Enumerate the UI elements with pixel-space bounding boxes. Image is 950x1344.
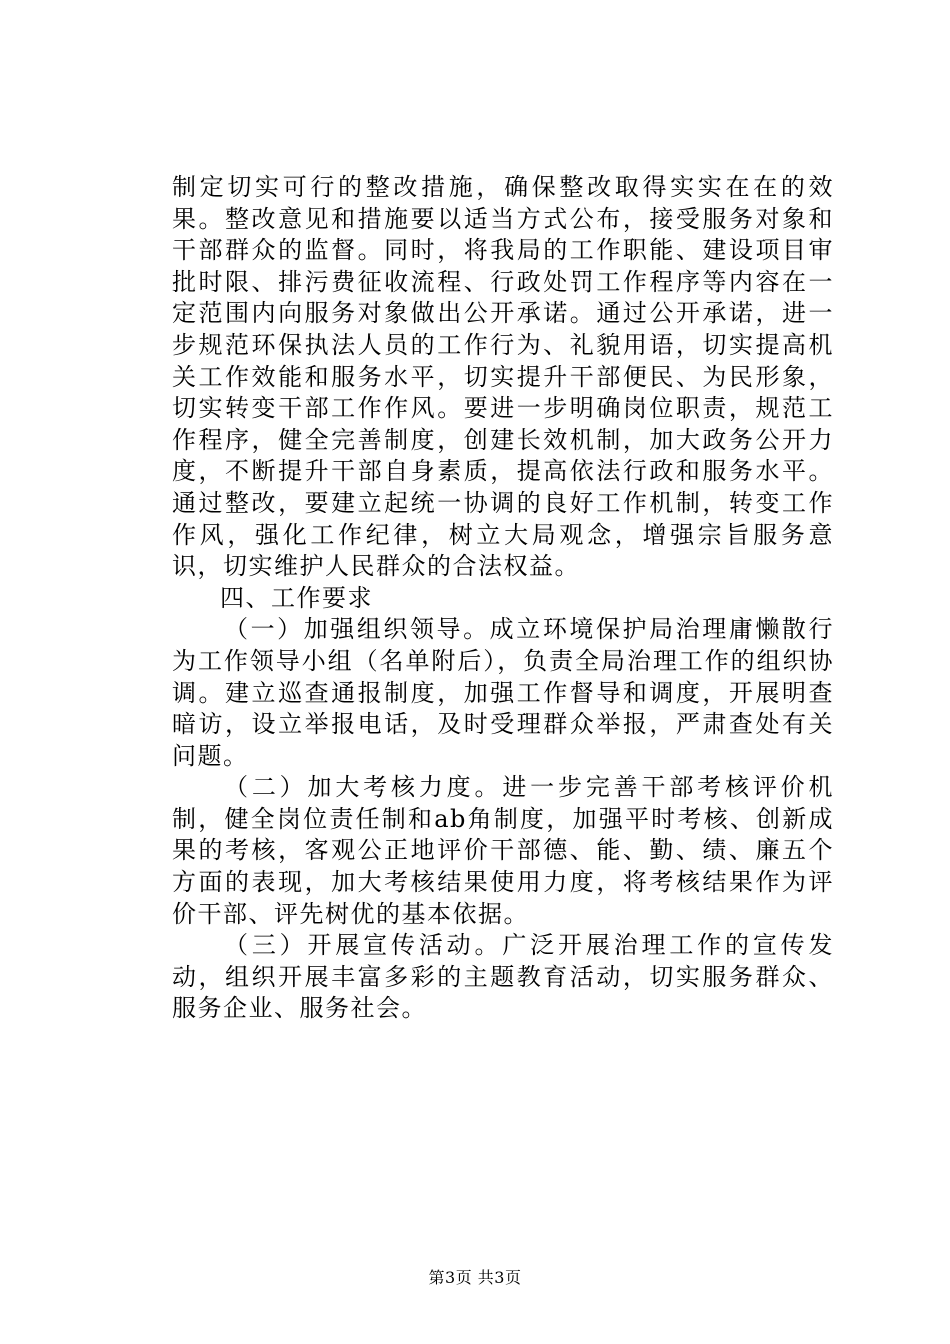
document-body: [172, 172, 834, 1025]
page-footer: 第3页 共3页: [428, 1268, 522, 1287]
section-heading: 四、工作要求: [220, 583, 373, 612]
paragraph-item-1: （一）加强组织领导。成立环境保护局治理庸懒散行为工作领导小组（名单附后），负责全局治理工作的组织协调。建立巡查通报制度，加强工作督导和调度，开展明查暗访，设立举报电话，及时受理群众举报，严肃查处有关问题。: [172, 615, 834, 770]
paragraph-item-2: （二）加大考核力度。进一步完善干部考核评价机制，健全岗位责任制和ab角制度，加强平时考核、创新成果的考核，客观公正地评价干部德、能、勤、绩、廉五个方面的表现，加大考核结果使用力度，将考核结果作为评价干部、评先树优的基本依据。: [172, 773, 834, 928]
paragraph-continuation: 制定切实可行的整改措施，确保整改取得实实在在的效果。整改意见和措施要以适当方式公布，接受服务对象和干部群众的监督。同时，将我局的工作职能、建设项目审批时限、排污费征收流程、行政处罚工作程序等内容在一定范围内向服务对象做出公开承诺。通过公开承诺，进一步规范环保执法人员的工作行为、礼貌用语，切实提高机关工作效能和服务水平，切实提升干部便民、为民形象，切实转变干部工作作风。要进一步明确岗位职责，规范工作程序，健全完善制度，创建长效机制，加大政务公开力度，不断提升干部自身素质，提高依法行政和服务水平。通过整改，要建立起统一协调的良好工作机制，转变工作作风，强化工作纪律，树立大局观念，增强宗旨服务意识，切实维护人民群众的合法权益。: [172, 173, 834, 581]
paragraph-item-3: （三）开展宣传活动。广泛开展治理工作的宣传发动，组织开展丰富多彩的主题教育活动，切实服务群众、服务企业、服务社会。: [172, 931, 834, 1023]
